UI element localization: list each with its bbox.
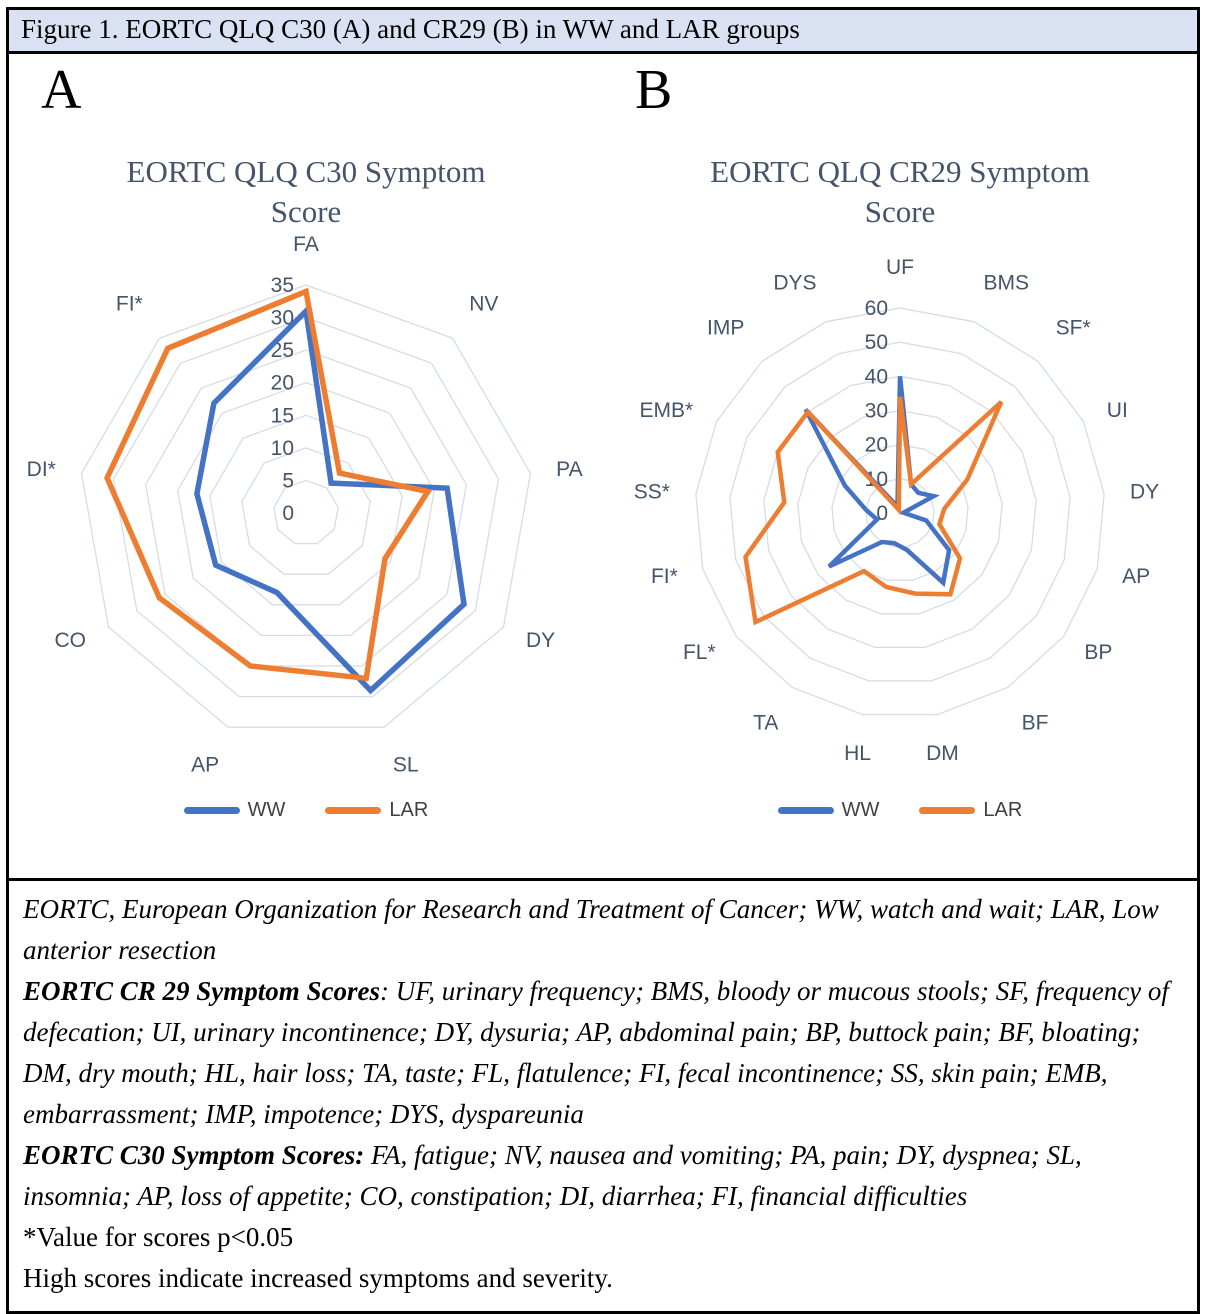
chart-b-title: EORTC QLQ CR29 Symptom Score (710, 154, 1090, 230)
svg-text:EMB*: EMB* (639, 398, 693, 422)
svg-text:HL: HL (843, 741, 871, 765)
legend-item-lar (919, 799, 1022, 822)
svg-text:50: 50 (864, 330, 888, 354)
panel-a-letter: A (41, 59, 82, 121)
ww-line-swatch (184, 807, 240, 814)
caption-cr29-rest: : UF, urinary frequency; BMS, bloody or mucous stools; SF, frequency of defecation; UI, urinary incontinence; DY, dysuria; AP, abdominal pain; BP, buttock pain; BF, bloating; DM, dry mouth; HL, hair loss; TA, taste; FL, flatulence; FI, fecal incontinence; SS, skin pain; EMB, embarrassment; IMP, impotence; DYS, dyspareunia (23, 976, 1169, 1130)
svg-text:UF: UF (885, 255, 914, 279)
svg-text:20: 20 (270, 371, 294, 395)
radar-chart-cr29 (608, 235, 1193, 797)
caption-abbrev-groups: EORTC, European Organization for Research and Treatment of Cancer; WW, watch and wait; LAR, Low anterior resection (23, 894, 1159, 966)
svg-text:FI*: FI* (650, 564, 678, 588)
svg-text:UI: UI (1106, 398, 1128, 422)
figure-container (6, 7, 1200, 1314)
caption-c30-abbrevs (23, 1135, 1183, 1217)
radar-chart-c30 (14, 235, 599, 797)
caption-c30-lead: EORTC C30 Symptom Scores: (23, 1140, 365, 1171)
caption-pvalue-note: *Value for scores p<0.05 (23, 1222, 294, 1253)
panel-b-letter: B (635, 59, 673, 121)
chart-a-title: EORTC QLQ C30 Symptom Score (126, 154, 486, 230)
svg-text:TA: TA (752, 710, 778, 734)
legend-label-ww: WW (247, 798, 286, 821)
svg-text:30: 30 (270, 306, 294, 330)
svg-text:0: 0 (875, 501, 888, 525)
svg-text:20: 20 (864, 433, 888, 457)
svg-text:5: 5 (281, 469, 294, 493)
svg-text:25: 25 (270, 338, 294, 362)
svg-text:35: 35 (270, 273, 294, 297)
legend-label-ww: WW (841, 798, 880, 821)
svg-text:10: 10 (270, 436, 294, 460)
chart-a-legend (9, 799, 603, 822)
caption-cr29-abbrevs (23, 971, 1183, 1135)
caption-c30-rest: FA, fatigue; NV, nausea and vomiting; PA, pain; DY, dyspnea; SL, insomnia; AP, loss of appetite; CO, constipation; DI, diarrhea; FI, financial difficulties (23, 1140, 1082, 1212)
lar-line-swatch (325, 807, 381, 814)
chart-b-legend (603, 799, 1197, 822)
svg-text:DM: DM (925, 741, 959, 765)
legend-item-ww (778, 799, 880, 822)
svg-text:DY: DY (1129, 480, 1159, 504)
svg-text:DYS: DYS (772, 271, 817, 295)
svg-text:FI*: FI* (115, 292, 143, 316)
svg-text:BF: BF (1021, 710, 1048, 734)
svg-text:DI*: DI* (26, 457, 56, 481)
legend-label-lar: LAR (389, 798, 429, 821)
svg-text:FL*: FL* (682, 640, 716, 664)
svg-text:AP: AP (190, 753, 219, 777)
svg-text:DY: DY (525, 628, 555, 652)
lar-line-swatch (919, 807, 975, 814)
svg-text:0: 0 (281, 501, 294, 525)
legend-item-lar (325, 799, 428, 822)
panel-a (9, 54, 603, 878)
svg-text:CO: CO (54, 628, 86, 652)
caption-cr29-lead: EORTC CR 29 Symptom Scores (23, 976, 381, 1007)
svg-text:PA: PA (555, 457, 583, 481)
svg-text:BMS: BMS (982, 271, 1029, 295)
svg-text:15: 15 (270, 403, 294, 427)
svg-text:SS*: SS* (633, 480, 670, 504)
svg-text:40: 40 (864, 364, 888, 388)
figure-title: Figure 1. EORTC QLQ C30 (A) and CR29 (B) in WW and LAR groups (21, 14, 800, 44)
svg-text:AP: AP (1121, 564, 1150, 588)
charts-row (9, 54, 1197, 878)
svg-text:10: 10 (864, 467, 888, 491)
figure-title-bar (9, 10, 1197, 54)
figure-caption (9, 878, 1197, 1311)
svg-text:30: 30 (864, 399, 888, 423)
svg-text:BP: BP (1083, 640, 1112, 664)
svg-text:60: 60 (864, 296, 888, 320)
legend-item-ww (184, 799, 286, 822)
legend-label-lar: LAR (983, 798, 1023, 821)
svg-text:NV: NV (468, 292, 498, 316)
svg-text:SL: SL (392, 753, 419, 777)
panel-b (603, 54, 1197, 878)
svg-text:SF*: SF* (1055, 315, 1091, 339)
caption-scores-note: High scores indicate increased symptoms and severity. (23, 1263, 613, 1294)
svg-text:FA: FA (292, 234, 319, 256)
ww-line-swatch (778, 807, 834, 814)
svg-text:IMP: IMP (706, 315, 744, 339)
